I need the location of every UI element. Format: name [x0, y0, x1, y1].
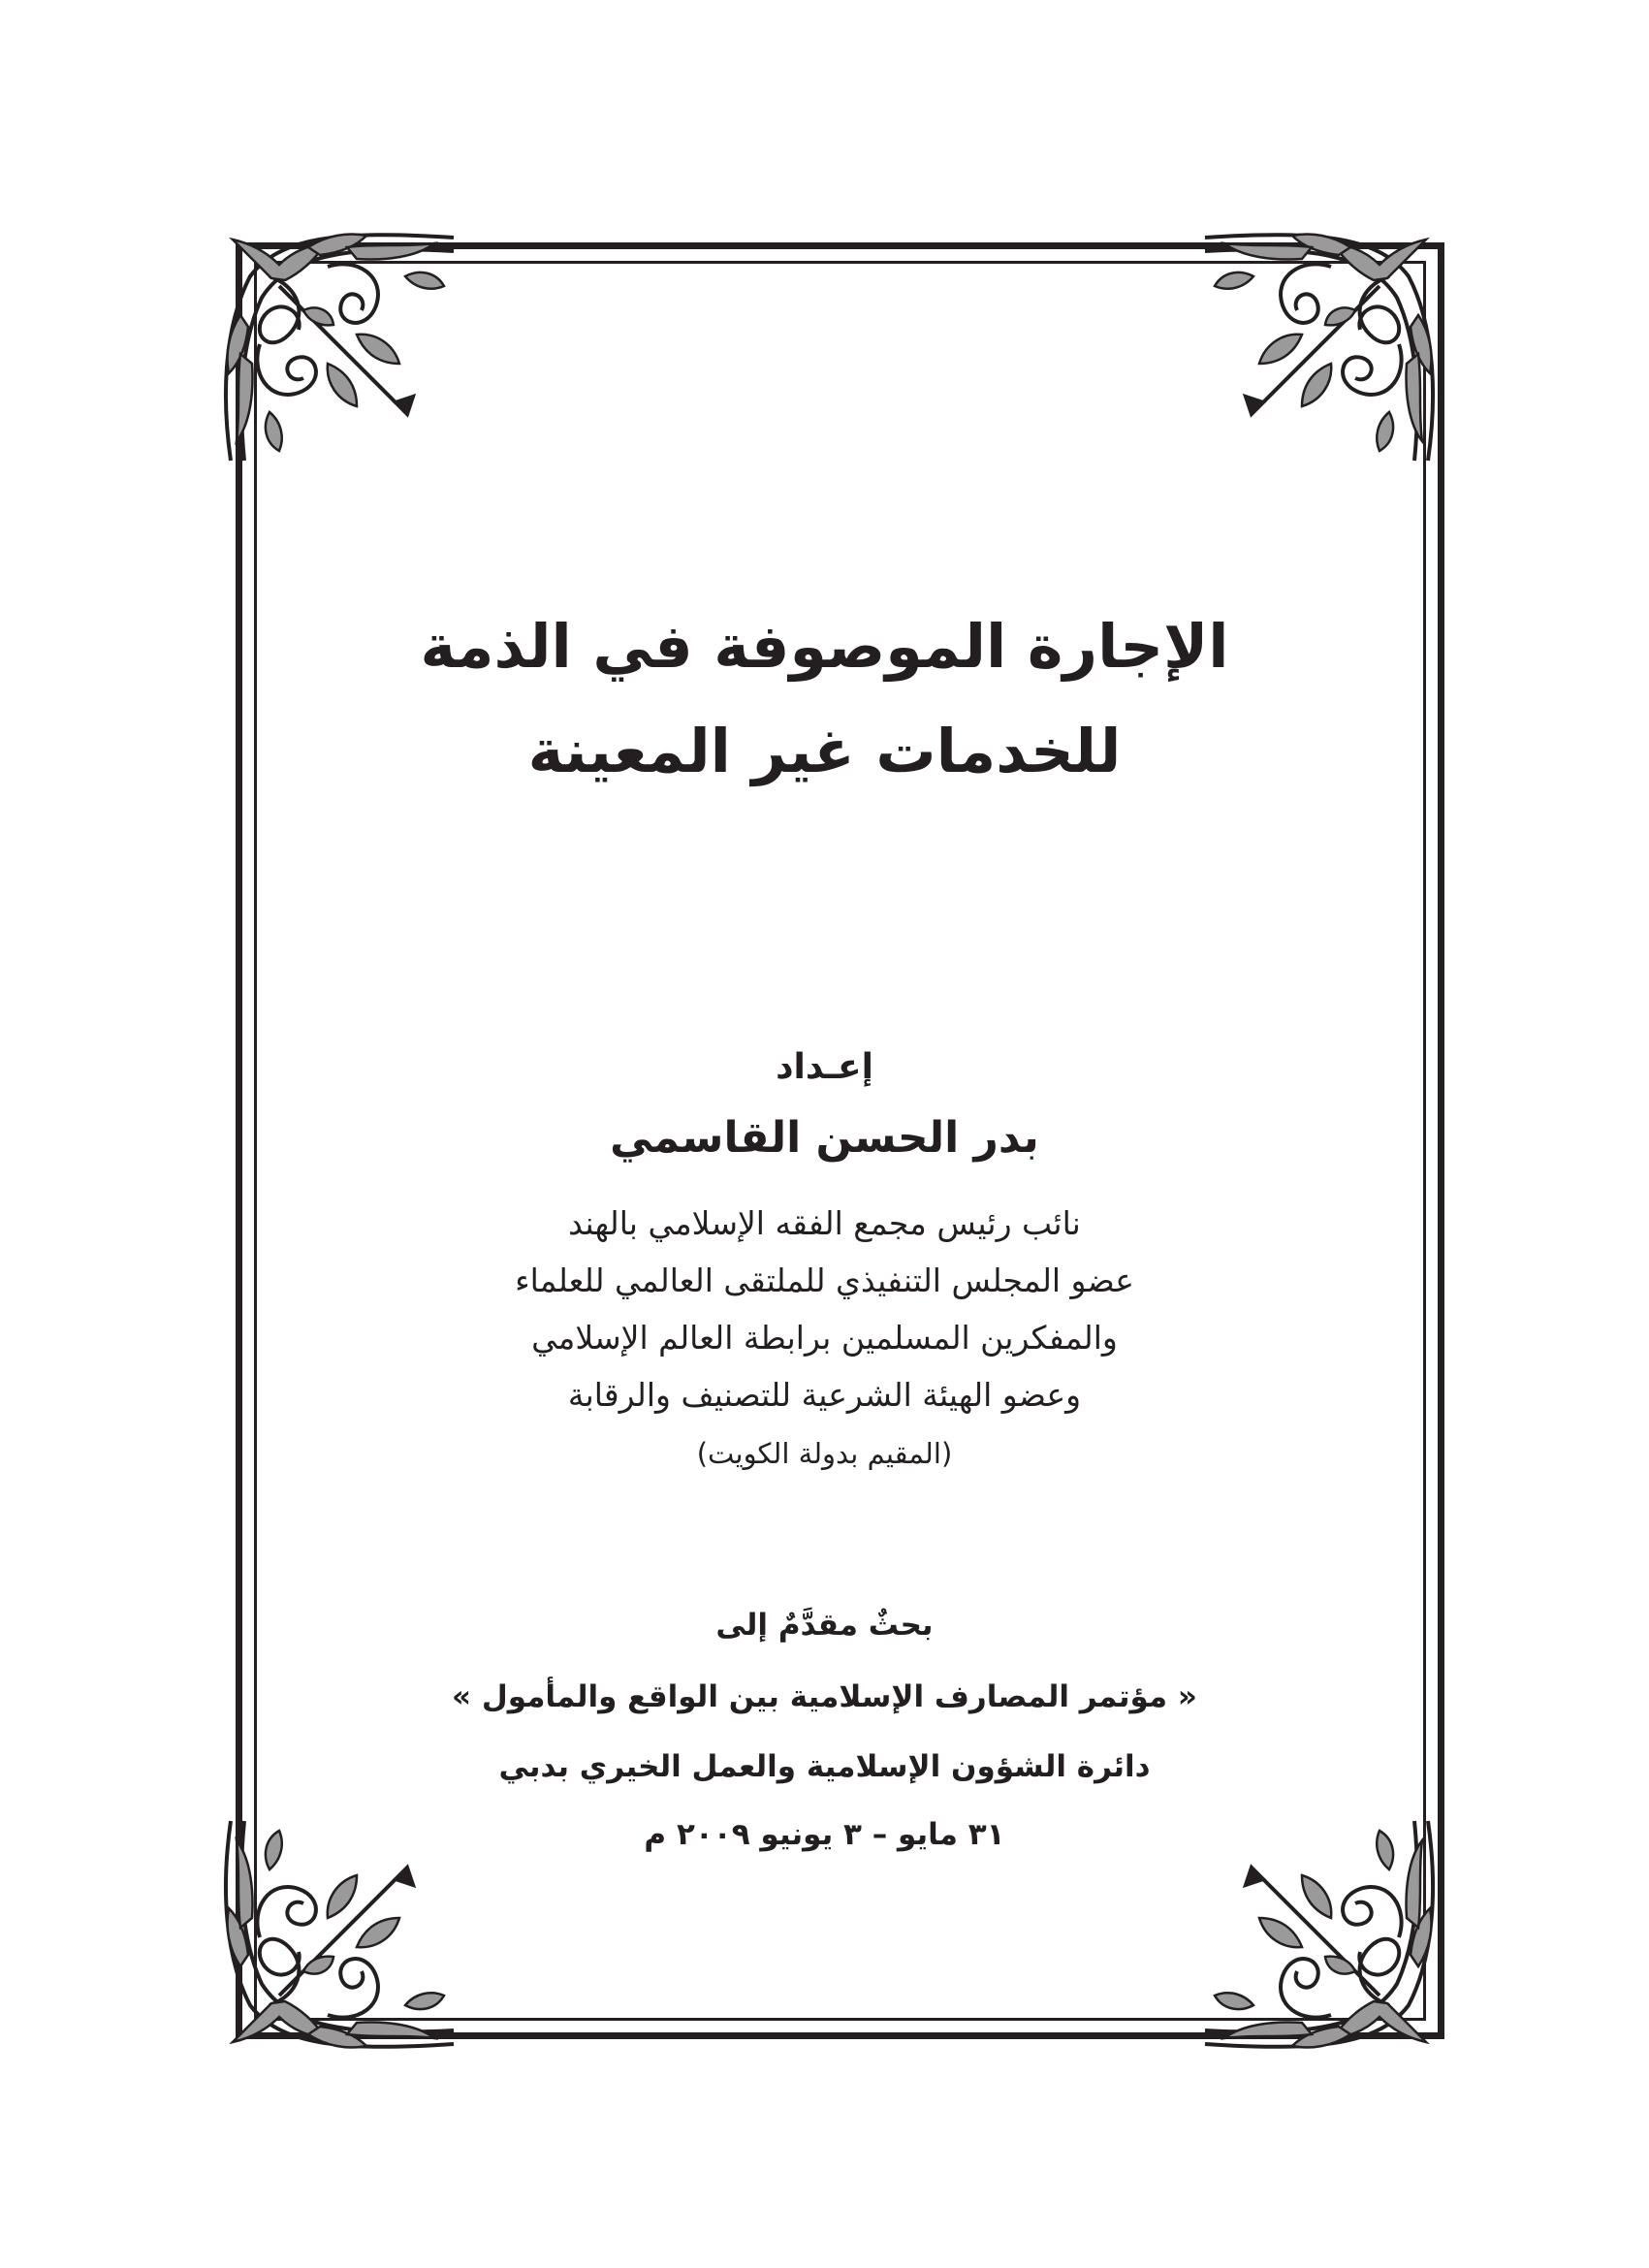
author-role-1: نائب رئيس مجمع الفقه الإسلامي بالهند — [568, 1204, 1081, 1242]
conference-organizer: دائرة الشؤون الإسلامية والعمل الخيري بدبي — [498, 1749, 1151, 1784]
conference-dates: ٣١ مايو – ٣ يونيو ٢٠٠٩ م — [644, 1817, 1005, 1852]
conference-name: « مؤتمر المصارف الإسلامية بين الواقع والمأمول » — [452, 1679, 1197, 1714]
author-role-2: عضو المجلس التنفيذي للملتقى العالمي للعلماء — [515, 1262, 1134, 1299]
title-line-1: الإجارة الموصوفة في الذمة — [420, 611, 1229, 682]
author-role-3: والمفكرين المسلمين برابطة العالم الإسلامي — [531, 1319, 1118, 1357]
preparation-label: إعـداد — [776, 1047, 873, 1087]
author-role-4: وعضو الهيئة الشرعية للتصنيف والرقابة — [567, 1376, 1082, 1414]
submission-label: بحثٌ مقدَّمٌ إلى — [715, 1608, 934, 1643]
title-page-content — [291, 0, 1358, 2268]
title-line-2: للخدمات غير المعينة — [527, 716, 1122, 786]
author-name: بدر الحسن القاسمي — [610, 1113, 1039, 1163]
author-residence: (المقيم بدولة الكويت) — [696, 1437, 953, 1470]
